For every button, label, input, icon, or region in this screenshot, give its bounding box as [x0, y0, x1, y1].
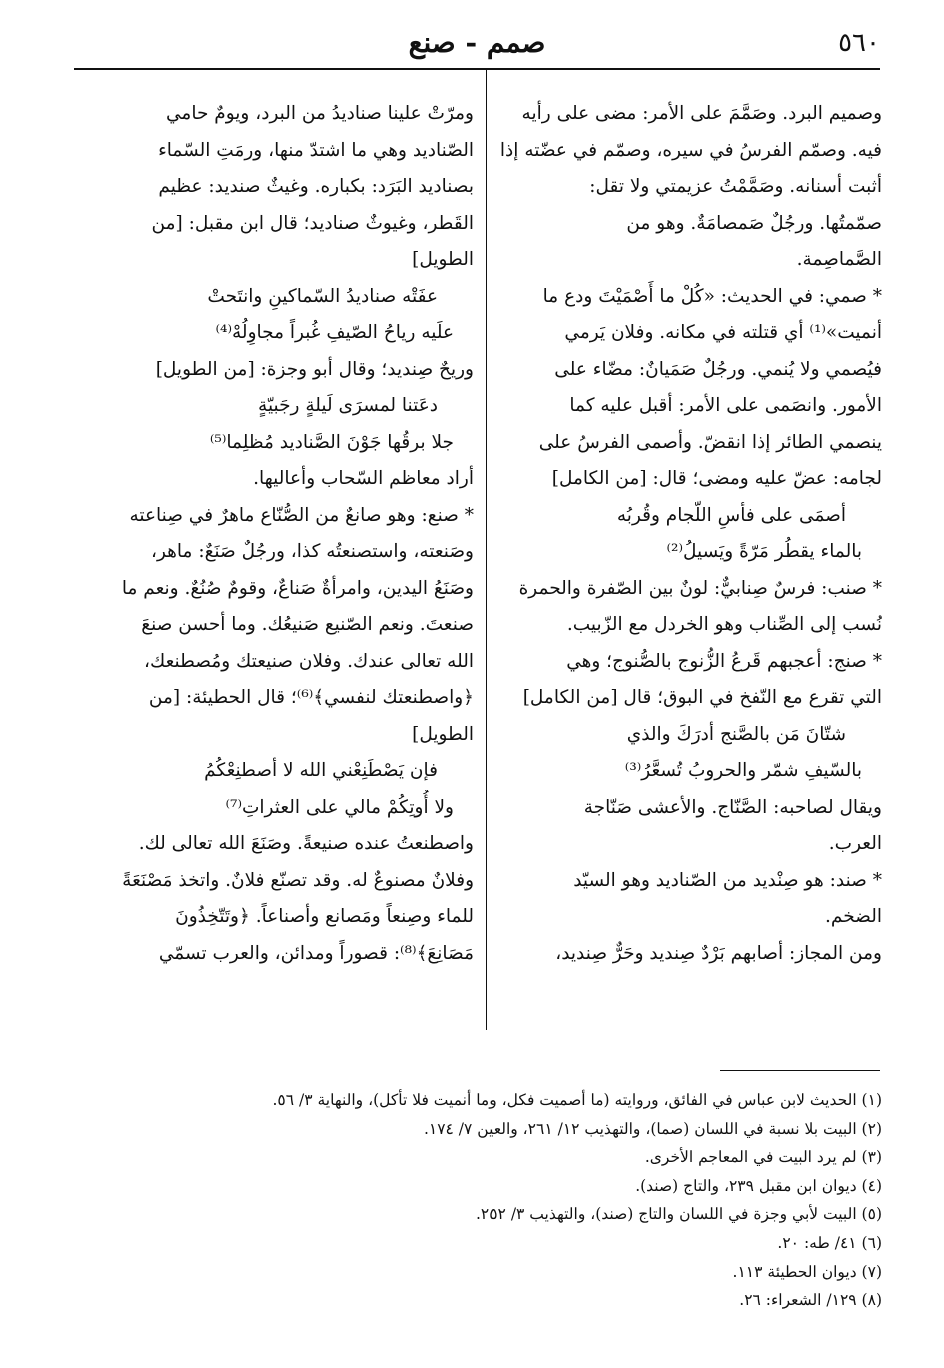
text-line: وفلانٌ مصنوعٌ له. وقد تصنّع فلانٌ. واتخذ مَصْنَعَةً — [122, 869, 474, 891]
footnote: (٣) لم يرد البيت في المعاجم الأخرى. — [644, 1148, 882, 1167]
left-column — [80, 96, 474, 972]
verse-line: جلا برقُها جَوْنَ الصَّناديد مُظلِما⁽⁵⁾ — [209, 431, 454, 453]
footnote: (٧) ديوان الحطيئة ١١٣. — [732, 1262, 882, 1281]
text-line: وريحٌ صِنديد؛ وقال أبو وجزة: [من الطويل] — [155, 358, 474, 380]
header-rule — [74, 68, 880, 70]
text-line: الطويل] — [412, 249, 474, 270]
text-line: أنميت»⁽¹⁾ أي قتلته في مكانه. وفلان يَرمي — [564, 322, 882, 343]
text-line: القَطر، وغيوثٌ صناديد؛ قال ابن مقبل: [من — [151, 212, 474, 234]
text-line: مَصَانِعَ﴾⁽⁸⁾: قصوراً ومدائن، والعرب تسمّي — [158, 942, 474, 964]
footnote: (٨) ١٢٩/ الشعراء: ٢٦. — [739, 1291, 882, 1310]
footnote-rule — [720, 1070, 880, 1071]
running-head: صمم - صنع — [408, 26, 546, 59]
text-line: التي تقرع مع النّفخ في البوق؛ قال [من الكامل] — [522, 687, 882, 708]
verse-line: بالماء يقطُر مَرّةً ويَسيلُ⁽²⁾ — [666, 541, 862, 562]
text-line: ﴿واصطنعتك لنفسي﴾⁽⁶⁾؛ قال الحطيئة: [من — [148, 687, 474, 708]
text-line: فيُصمي ولا يُنمي. ورجُلٌ صَمَيانٌ: مضّاء على — [554, 358, 882, 380]
text-line: الضخم. — [825, 906, 882, 927]
text-line: للماء وصِنعاً ومَصانع وأصناعاً. ﴿وتَتّخِذُونَ — [175, 906, 474, 927]
verse-line: فإن يَصْطَنِعْني الله لا أصطنِعْكُمُ — [204, 760, 438, 781]
column-divider — [486, 70, 487, 1030]
entry-line: * صند: هو صِنْديد من الصّناديد وهو السيّد — [573, 869, 882, 891]
text-line: العرب. — [828, 833, 882, 854]
text-line: أراد معاظم السّحاب وأعاليها. — [253, 468, 474, 489]
verse-line: ولا أُوتِكُمْ مالي على العثراتِ⁽⁷⁾ — [225, 796, 454, 818]
footnote: (٦) ٤١/ طه: ٢٠. — [777, 1233, 882, 1252]
page-header — [74, 24, 880, 64]
text-line: الصَّماصِمة. — [796, 249, 882, 270]
footnote: (٥) البيت لأبي وجزة في اللسان والتاج (صند)، والتهذيب ٣/ ٢٥٢. — [475, 1205, 882, 1224]
text-line: ينصمي الطائر إذا انقضّ. وأصمى الفرسُ على — [538, 431, 882, 453]
verse-line: أصمَى على فأسِ اللّجام وقُربُه — [616, 504, 846, 526]
footnote: (٢) البيت بلا نسبة في اللسان (صما)، والتهذيب ١٢/ ٢٦١، والعين ٧/ ١٧٤. — [423, 1119, 882, 1138]
verse-line: بالسّيفِ شمّر والحروبُ تُسعَّرُ⁽³⁾ — [624, 760, 862, 781]
text-line: الصّناديد وهي ما اشتدّ منها، ورمَتِ السّماء — [158, 139, 474, 161]
text-line: الله تعالى عندك. وفلان صنيعتك ومُصطنعك، — [144, 650, 474, 672]
text-line: بصناديد البَرَد: بكباره. وغيثٌ صنديد: عظيم — [158, 176, 474, 197]
text-line: ومرّتْ علينا صناديدُ من البرد، ويومٌ حامي — [165, 103, 474, 124]
text-line: أثبت أسنانه. وصَمَّمْتُ عزيمتي ولا تقل: — [589, 176, 882, 197]
text-line: صمّمتُها. ورجُلٌ صَمصامَةٌ. وهو من — [626, 212, 882, 234]
text-line: وصميم البرد. وصَمَّمَ على الأمر: مضى على رأيه — [521, 103, 882, 124]
text-line: صنعتَ. ونعم الصّنيع صَنيعُك. وما أحسن صنعَ — [141, 614, 474, 635]
entry-line: * صنج: أعجبهم قَرعُ الزُّنوج بالصُّنوج؛ وهي — [566, 650, 882, 672]
verse-line: عفَتْه صناديدُ السّماكينِ وانتَحتْ — [207, 285, 438, 307]
entry-line: * صنب: فرسٌ صِنابيٌّ: لونٌ بين الصّفرة والحمرة — [518, 577, 882, 599]
right-column — [500, 96, 882, 972]
page-number: ٥٦٠ — [838, 28, 880, 58]
text-line: واصطنعتُ عنده صنيعةً. وصَنَعَ الله تعالى لك. — [138, 833, 474, 854]
text-line: الأمور. وانصَمى على الأمر: أقبل عليه كما — [569, 395, 882, 416]
verse-line: دعَتنا لمسرَى لَيلةٍ رجَبيّةٍ — [258, 395, 438, 416]
text-line: وصَنَعُ اليدين، وامرأةٌ صَناعٌ، وقومٌ صُنُعٌ. ونعم ما — [121, 577, 474, 599]
text-line: فيه. وصمّم الفرسُ في سيره، وصمّم في عضّته إذا — [500, 139, 882, 161]
footnotes — [120, 1086, 882, 1315]
text-line: ومن المجاز: أصابهم بَرْدٌ صِنديد وحَرٌّ صِنديد، — [555, 942, 882, 964]
text-line: وصَنعته، واستصنعتُه كذا، ورجُلٌ صَنَعٌ: ماهر، — [150, 541, 474, 562]
footnote: (٤) ديوان ابن مقبل ٢٣٩، والتاج (صند). — [635, 1176, 882, 1195]
text-line: الطويل] — [412, 723, 474, 745]
text-line: لجامه: عضّ عليه ومضى؛ قال: [من الكامل] — [551, 468, 882, 489]
entry-line: * صنع: وهو صانعٌ من الصُّنّاع ماهرٌ في صِناعته — [129, 504, 474, 526]
verse-line: علَيه رياحُ الصّيفِ غُبراً مجاوِلُهْ⁽⁴⁾ — [215, 322, 454, 343]
footnote: (١) الحديث لابن عباس في الفائق، وروايته (ما أصميت فكل، وما أنميت فلا تأكل)، والنهاية ٣/ ٥٦. — [272, 1091, 882, 1109]
text-line: نُسب إلى الصِّناب وهو الخردل مع الزّبيب. — [566, 614, 882, 635]
text-line: ويقال لصاحبه: الصَّنّاج. والأعشى صَنّاجة — [583, 796, 882, 818]
entry-line: * صمي: في الحديث: «كُلْ ما أَصْمَيْتَ ودع ما — [542, 285, 882, 307]
verse-line: شتّانَ مَن بالصَّنج أدرَكَ والذي — [626, 723, 846, 745]
